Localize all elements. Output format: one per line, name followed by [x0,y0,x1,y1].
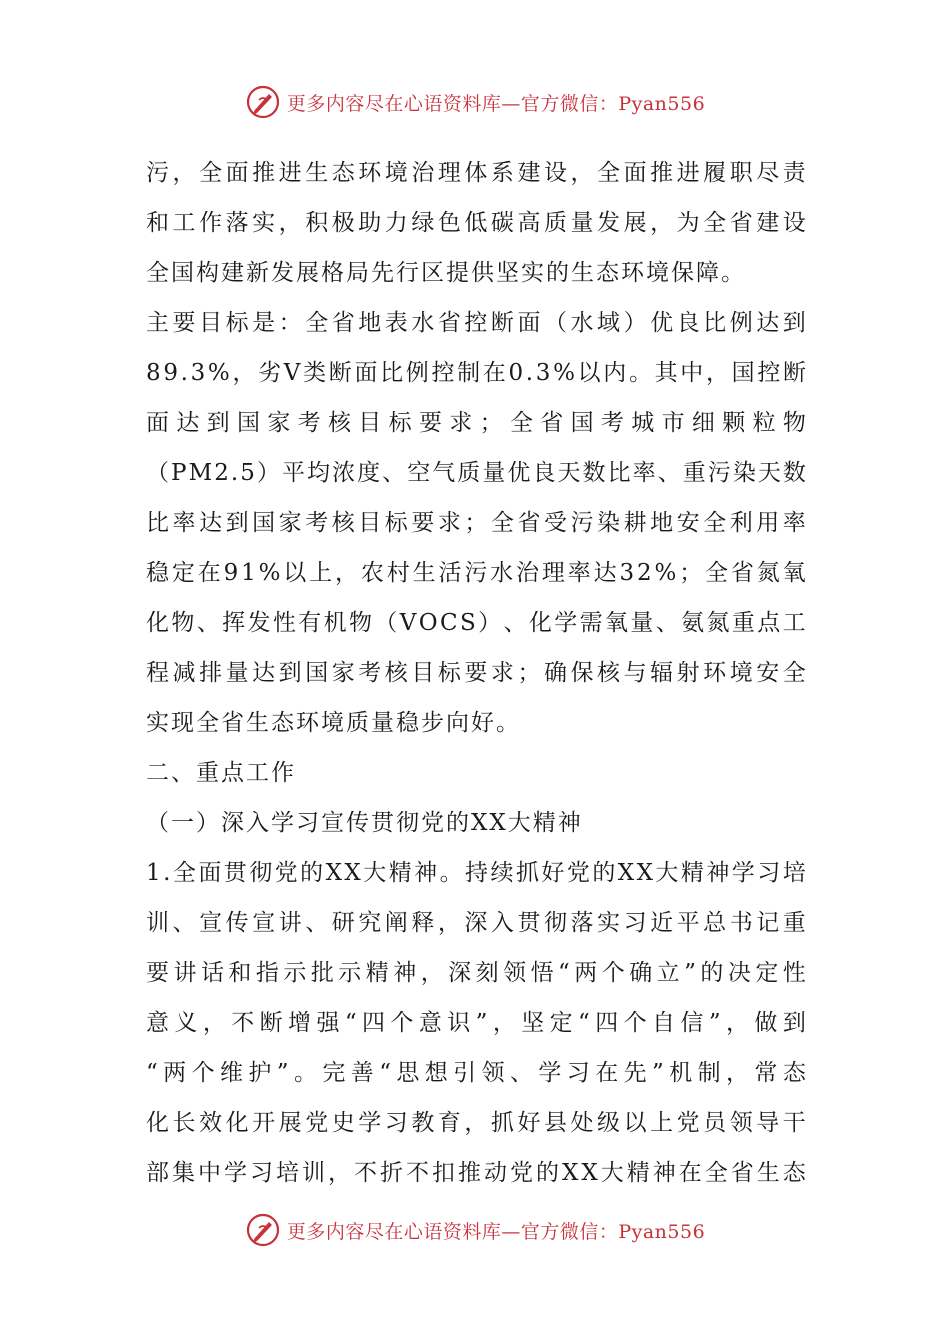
text-line: 部 集 中 学 习 培 训 ， 不 折 不 扣 推 动 党 的 X X 大 精 神 在 全 省 生 态 [146,1160,806,1186]
text-line: 8 9 . 3 % ， 劣 Ⅴ 类 断 面 比 例 控 制 在 0 . 3 % 以 内 。 其 中 ， 国 控 断 [146,360,806,386]
text-line: 和 工 作 落 实 ， 积 极 助 力 绿 色 低 碳 高 质 量 发 展 ， 为 全 省 建 设 [146,210,806,236]
text-line: 稳 定 在 9 1 % 以 上 ， 农 村 生 活 污 水 治 理 率 达 3 2 % ； 全 省 氮 氧 [146,560,806,586]
text-line: “ 两 个 维 护 ” 。 完 善 “ 思 想 引 领 、 学 习 在 先 ” 机 制 ， 常 态 [146,1060,806,1086]
watermark-footer [0,1210,950,1250]
watermark-header [0,82,950,122]
watermark-text: 更多内容尽在心语资料库—官方微信：Pyan556 [286,1220,706,1243]
text-line: 比 率 达 到 国 家 考 核 目 标 要 求 ； 全 省 受 污 染 耕 地 安 全 利 用 率 [146,510,806,536]
text-line: 训 、 宣 传 宣 讲 、 研 究 阐 释 ， 深 入 贯 彻 落 实 习 近 平 总 书 记 重 [146,910,806,936]
text-line: 面 达 到 国 家 考 核 目 标 要 求 ； 全 省 国 考 城 市 细 颗 粒 物 [146,410,806,436]
text-line: 实现全省生态环境质量稳步向好。 [146,710,521,736]
text-line: 化 物 、 挥 发 性 有 机 物 （ V O C S ） 、 化 学 需 氧 量 、 氨 氮 重 点 工 [146,610,806,636]
text-line: 主 要 目 标 是 ： 全 省 地 表 水 省 控 断 面 （ 水 域 ） 优 良 比 例 达 到 [146,310,806,336]
text-line: （ P M 2 . 5 ） 平 均 浓 度 、 空 气 质 量 优 良 天 数 比 率 、 重 污 染 天 数 [146,460,806,486]
text-line: 全国构建新发展格局先行区提供坚实的生态环境保障。 [146,260,746,286]
text-line: 二、重点工作 [146,760,296,786]
document-body [146,148,806,1198]
text-line: 要 讲 话 和 指 示 批 示 精 神 ， 深 刻 领 悟 “ 两 个 确 立 ” 的 决 定 性 [146,960,806,986]
pen-logo-icon [245,84,281,120]
text-line: （一）深入学习宣传贯彻党的XX大精神 [146,810,583,836]
watermark-text: 更多内容尽在心语资料库—官方微信：Pyan556 [286,92,706,115]
text-line: 程 减 排 量 达 到 国 家 考 核 目 标 要 求 ； 确 保 核 与 辐 射 环 境 安 全 [146,660,806,686]
text-line: 化 长 效 化 开 展 党 史 学 习 教 育 ， 抓 好 县 处 级 以 上 党 员 领 导 干 [146,1110,806,1136]
text-line: 意 义 ， 不 断 增 强 “ 四 个 意 识 ” ， 坚 定 “ 四 个 自 信 ” ， 做 到 [146,1010,806,1036]
pen-logo-icon [245,1212,281,1248]
text-line: 1 . 全 面 贯 彻 党 的 X X 大 精 神 。 持 续 抓 好 党 的 X X 大 精 神 学 习 培 [146,860,806,886]
text-line: 污 ， 全 面 推 进 生 态 环 境 治 理 体 系 建 设 ， 全 面 推 进 履 职 尽 责 [146,160,806,186]
